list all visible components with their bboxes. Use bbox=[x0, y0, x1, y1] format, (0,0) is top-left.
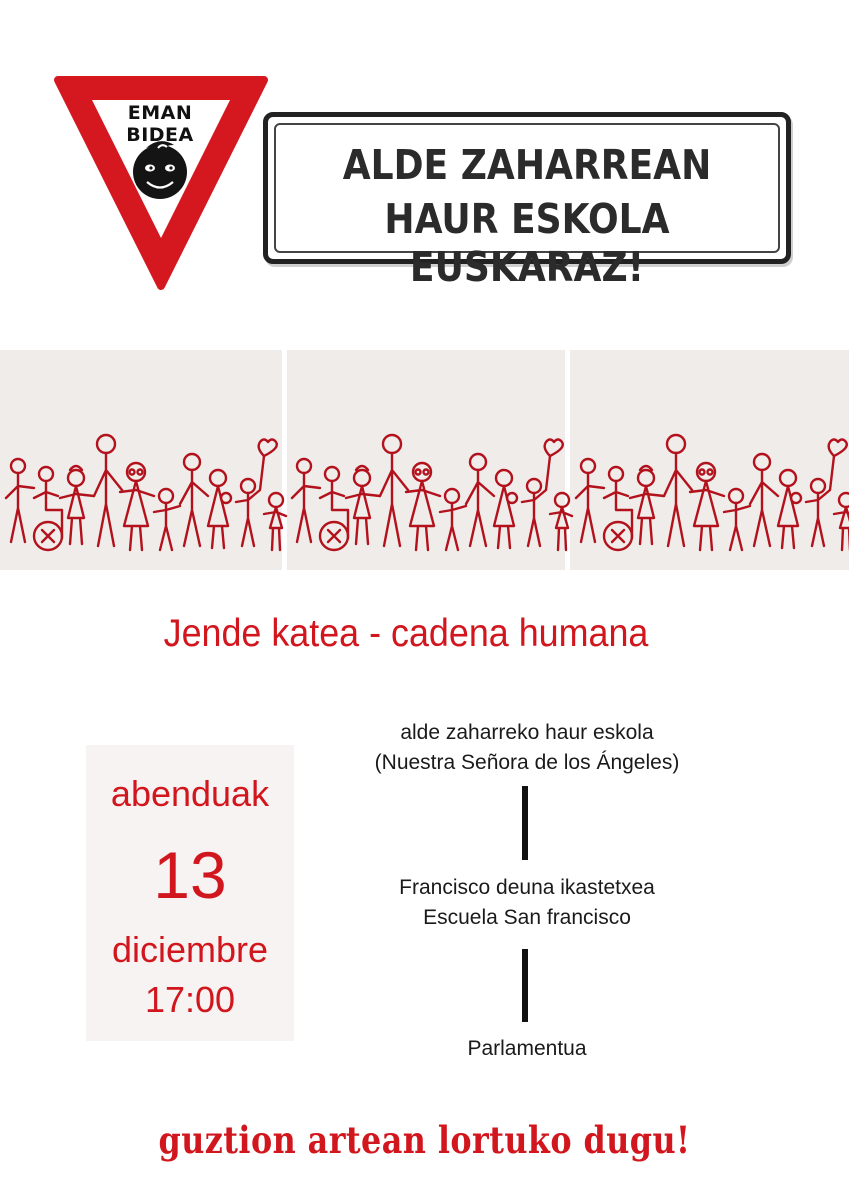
headline-line-2: HAUR ESKOLA EUSKARAZ! bbox=[384, 195, 670, 291]
date-box bbox=[86, 745, 294, 1041]
route-stop-middle-line-2: Escuela San francisco bbox=[423, 906, 631, 929]
date-month-spanish: diciembre bbox=[111, 929, 269, 970]
date-time: 17:00 bbox=[144, 979, 236, 1020]
event-title: Jende katea - cadena humana bbox=[163, 612, 649, 655]
route-stop-start bbox=[352, 718, 702, 778]
route-stop-start-line-2: (Nuestra Señora de los Ángeles) bbox=[374, 751, 680, 774]
date-month-basque: abenduak bbox=[110, 773, 270, 814]
route-connector-1 bbox=[522, 786, 528, 860]
headline-line-1: ALDE ZAHARREAN bbox=[342, 141, 712, 189]
human-chain-banner bbox=[0, 350, 849, 570]
route-stop-start-line-1: alde zaharreko haur eskola bbox=[400, 721, 654, 744]
headline-sign bbox=[263, 112, 791, 291]
route-stop-middle bbox=[352, 873, 702, 933]
date-day: 13 bbox=[153, 838, 227, 912]
slogan: guztion artean lortuko dugu! bbox=[158, 1118, 691, 1162]
route-stop-middle-line-1: Francisco deuna ikastetxea bbox=[399, 876, 655, 899]
route-stop-end: Parlamentua bbox=[467, 1037, 587, 1060]
route-connector-2 bbox=[522, 949, 528, 1022]
yield-sign-label: EMAN BIDEA bbox=[126, 102, 194, 146]
